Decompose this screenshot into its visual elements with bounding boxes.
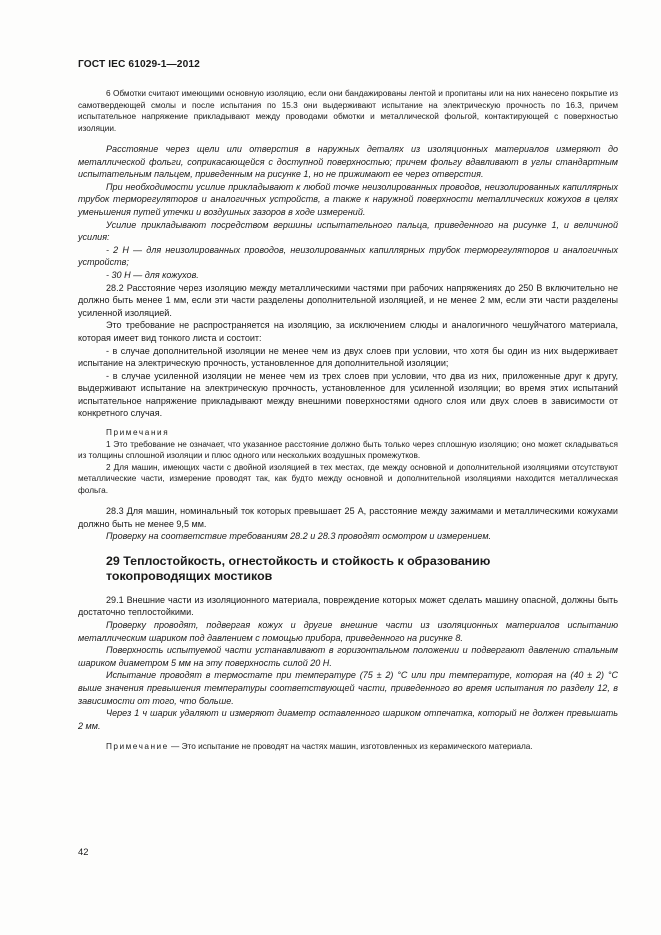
final-note xyxy=(78,741,618,753)
section-29-title xyxy=(78,554,618,584)
clause-28-2: 28.2 Расстояние через изоляцию между металлическими частями при рабочих напряжениях до 250 В включительно не должно быть менее 1 мм, если эти части разделены дополнительной изоляцией, и не менее 2 мм, если эти части разделены усиленной изоляцией. xyxy=(78,282,618,318)
paragraph-surface-position: Поверхность испытуемой части устанавливают в горизонтальном положении и подвергают давлению стальным шариком диаметром 5 мм на эту поверхность силой 20 Н. xyxy=(78,645,618,668)
paragraph-oven-temperature: Испытание проводят в термостате при температуре (75 ± 2) °С или при температуре, которая на (40 ± 2) °С выше значения превышения температуры соответствующей части, приведенного во время испытания по разделу 12, в зависимости от того, что больше. xyxy=(78,670,618,706)
final-note-text: — Это испытание не проводят на частях машин, изготовленных из керамического материала. xyxy=(168,742,533,752)
paragraph-impression-diameter: Через 1 ч шарик удаляют и измеряют диаметр оставленного шариком отпечатка, который не должен превышать 2 мм. xyxy=(78,708,618,731)
list-item-reinforced: - в случае усиленной изоляции не менее чем из трех слоев при условии, что два из них, приложенные друг к другу, выдерживают испытание на электрическую прочность, установленное для усиленной изоляции; во время этих испытаний испытательное напряжение прикладывают между внешними поверхностями одного слоя или двух слоев в зависимости от конкретного случая. xyxy=(78,370,618,419)
clause-29-1: 29.1 Внешние части из изоляционного материала, повреждение которых может сделать машину опасной, должны быть достаточно теплостойкими. xyxy=(78,594,618,618)
list-item-30n: - 30 Н — для кожухов. xyxy=(106,269,199,280)
page-body xyxy=(78,88,618,753)
clause-28-3: 28.3 Для машин, номинальный ток которых превышает 25 А, расстояние между зажимами и металлическими кожухами должно быть не менее 9,5 мм. xyxy=(78,506,618,529)
paragraph-mica-exception: Это требование не распространяется на изоляцию, за исключением слюды и аналогичного чешуйчатого материала, которая имеет вид тонкого листа и состоит: xyxy=(78,320,618,343)
document-header: ГОСТ IEC 61029-1—2012 xyxy=(78,59,200,70)
list-item-supplementary: - в случае дополнительной изоляции не менее чем из двух слоев при условии, что хотя бы один из них выдерживает испытание на электрическую прочность, установленное для дополнительной изоляции; xyxy=(78,345,618,369)
notes-heading: Примечания xyxy=(106,428,170,438)
list-item-2n: - 2 Н — для неизолированных проводов, неизолированных капиллярных трубок терморегуляторов и аналогичных устройств; xyxy=(78,244,618,268)
note-item-6: 6 Обмотки считают имеющими основную изоляцию, если они бандажированы лентой и пропитаны или на них нанесено покрытие из самотвердеющей смолы и после испытания по 15.3 они выдерживают испытание на электрическую прочность по 16.3, причем испытательное напряжение прикладывают между проводами обмотки и металлической фольгой, контактирующей с поверхностью изоляции. xyxy=(78,89,618,133)
paragraph-force-finger: Усилие прикладывают посредством вершины испытательного пальца, приведенного на рисунке 1, и величиной усилия: xyxy=(78,219,618,243)
final-note-label: Примечание xyxy=(106,742,169,752)
note-item: 2 Для машин, имеющих части с двойной изоляцией в тех местах, где между основной и дополнительной изоляциями отсутствуют металлические части, измерение проводят так, как будто между основной и дополнительной изоляциями находится металлическая фольга. xyxy=(78,462,618,495)
note-item: 1 Это требование не означает, что указанное расстояние должно быть только через сплошную изоляцию; оно может складываться из толщины сплошной изоляции и плюс одного или нескольких воздушных промежутков. xyxy=(78,439,618,461)
section-29-title-line1: 29 Теплостойкость, огнестойкость и стойкость к образованию xyxy=(106,553,491,568)
page-number: 42 xyxy=(78,846,89,857)
paragraph-28-check: Проверку на соответствие требованиям 28.2 и 28.3 проводят осмотром и измерением. xyxy=(106,531,492,542)
paragraph-force-application: При необходимости усилие прикладывают к любой точке неизолированных проводов, неизолированных капиллярных трубок терморегуляторов и аналогичных устройств, а также к наружной поверхности металлических кожухов в целях уменьшения путей утечки и воздушных зазоров в ходе измерений. xyxy=(78,181,618,217)
paragraph-ball-test: Проверку проводят, подвергая кожух и другие внешние части из изоляционных материалов испытанию металлическим шариком под давлением с помощью прибора, приведенного на рисунке 8. xyxy=(78,620,618,643)
section-29-title-line2: токопроводящих мостиков xyxy=(106,568,273,583)
paragraph-measure-gaps: Расстояние через щели или отверстия в наружных деталях из изоляционных материалов измеряют до металлической фольги, соприкасающейся с доступной поверхностью; причем фольгу вдавливают в углы стандартным испытательным пальцем, приведенным на рисунке 1, но не прижимают ее через отверстия. xyxy=(78,144,618,180)
